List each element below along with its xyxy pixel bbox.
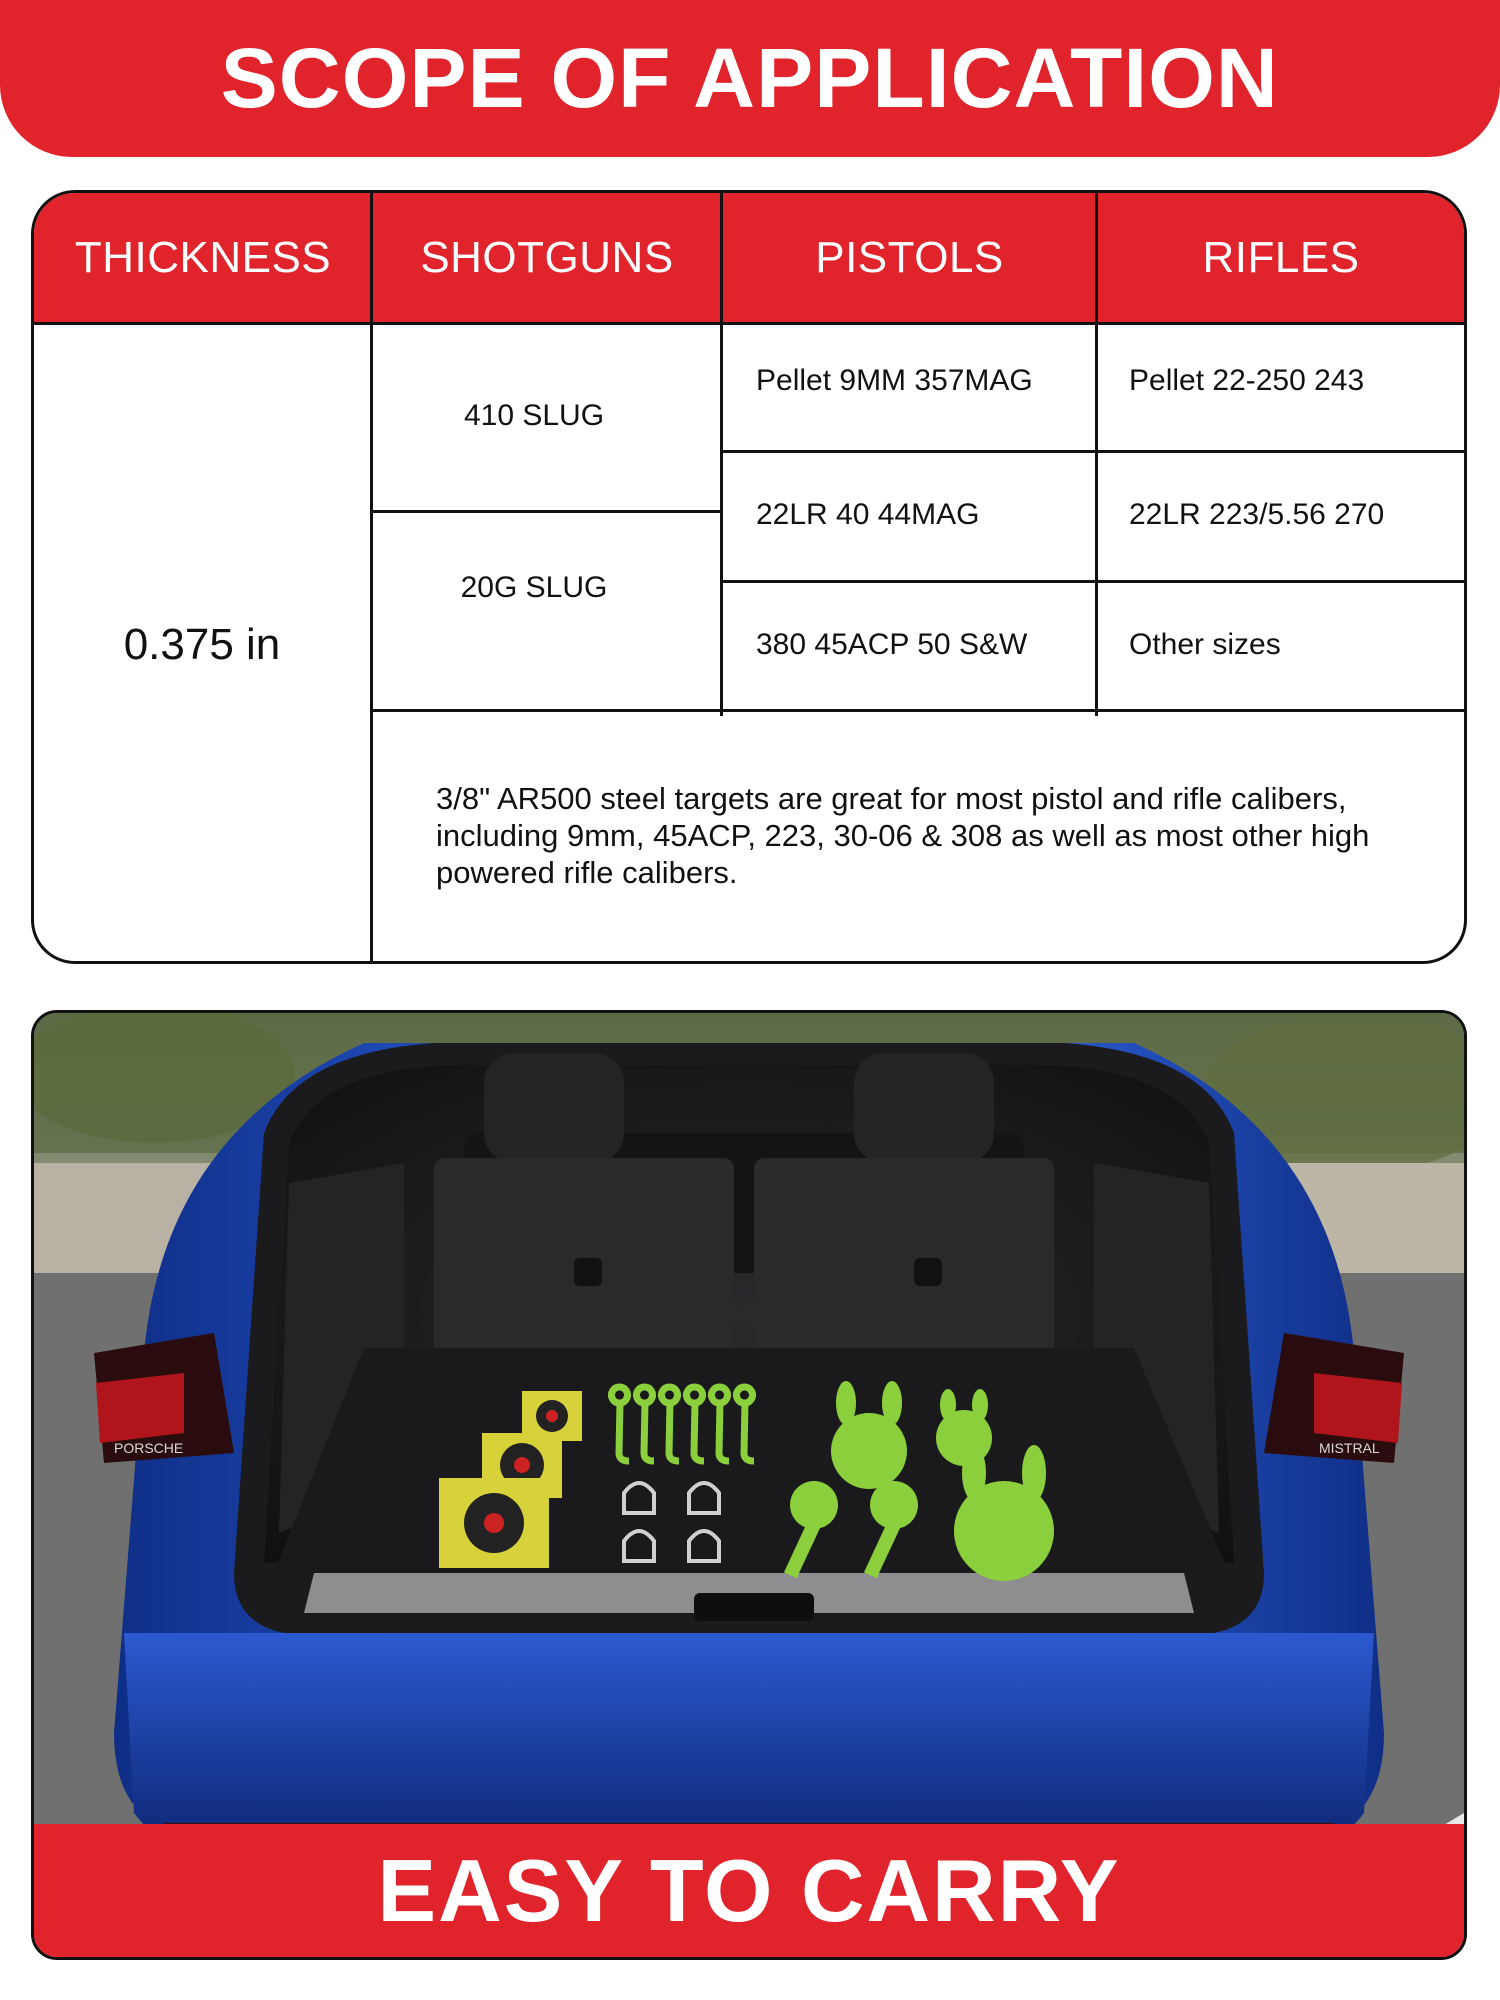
shotgun-cell: 20G SLUG <box>460 571 608 604</box>
shotgun-cell: 410 SLUG <box>463 399 605 432</box>
page-title: SCOPE OF APPLICATION <box>220 31 1280 125</box>
column-header-rifles: RIFLES <box>1202 232 1360 282</box>
footer-title: EASY TO CARRY <box>377 1840 1121 1940</box>
pistol-cell: 380 45ACP 50 S&W <box>756 628 1028 661</box>
rifle-cell: 22LR 223/5.56 270 <box>1129 498 1385 531</box>
pistol-cell: 22LR 40 44MAG <box>756 498 980 531</box>
caliber-description: 3/8" AR500 steel targets are great for most pistol and rifle calibers, including 9mm, 45ACP, 223, 30-06 & 308 as well as most other high powered rifle calibers. <box>436 781 1370 890</box>
column-header-shotguns: SHOTGUNS <box>420 232 674 282</box>
divider <box>372 709 1467 712</box>
rifle-cell: Pellet 22-250 243 <box>1129 364 1365 397</box>
badge-right: MISTRAL <box>1319 1440 1380 1456</box>
column-header-pistols: PISTOLS <box>815 232 1004 282</box>
scope-table <box>31 190 1467 964</box>
pistol-cell: Pellet 9MM 357MAG <box>756 364 1033 397</box>
table-header-row <box>34 193 1464 325</box>
car-trunk-photo <box>31 1010 1467 1960</box>
column-header-thickness: THICKNESS <box>74 232 332 282</box>
divider <box>1095 193 1098 716</box>
top-banner <box>0 0 1500 157</box>
badge-left: PORSCHE <box>114 1440 184 1456</box>
rifle-cell: Other sizes <box>1129 628 1281 661</box>
divider <box>720 193 723 716</box>
car-trunk-illustration <box>34 1013 1464 1957</box>
thickness-value: 0.375 in <box>123 619 281 669</box>
bottom-banner <box>34 1824 1464 1957</box>
